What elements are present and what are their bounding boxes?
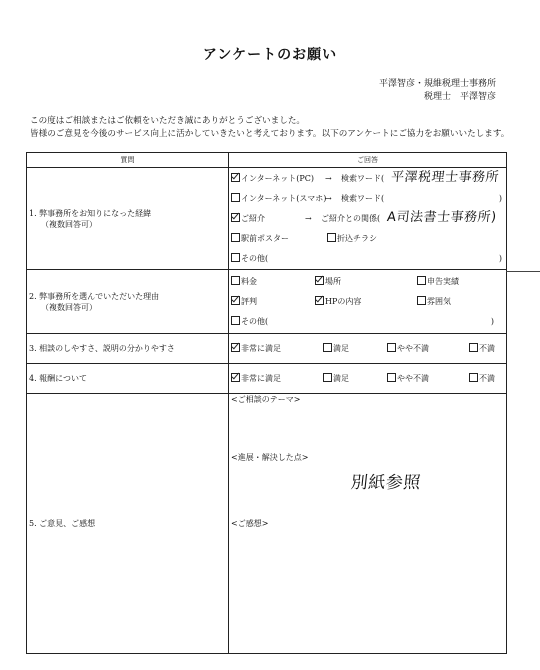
q1-smartphone-keyword-label: 検索ワード( bbox=[341, 193, 385, 203]
q5-theme-label: <ご相談のテーマ> bbox=[231, 395, 301, 404]
q2-other-checkbox[interactable] bbox=[231, 316, 240, 325]
q2-reputation-checkbox[interactable] bbox=[231, 296, 240, 305]
survey-table bbox=[26, 152, 507, 654]
q3-options bbox=[229, 339, 506, 359]
q1-referral-arrow: → bbox=[305, 213, 312, 223]
q2-label: 2. 弊事務所を選んでいただいた理由 bbox=[29, 291, 160, 301]
intro-text bbox=[30, 115, 509, 141]
q3-somewhat-dissatisfied-checkbox[interactable] bbox=[387, 343, 396, 352]
q4-options bbox=[229, 369, 506, 389]
q1-option-other bbox=[229, 249, 506, 269]
q2-price-checkbox[interactable] bbox=[231, 276, 240, 285]
q1-other-checkbox[interactable] bbox=[231, 253, 240, 262]
q2-answers bbox=[229, 270, 507, 334]
q4-satisfied-checkbox[interactable] bbox=[323, 373, 332, 382]
q1-option-pc bbox=[229, 169, 506, 189]
q2-row bbox=[27, 270, 507, 334]
q1-other-label: その他( bbox=[241, 253, 269, 263]
q1-label: 1. 弊事務所をお知りになった経緯 bbox=[29, 208, 152, 218]
intro-line-2: 皆様のご意見を今後のサービス向上に活かしていきたいと考えております。以下のアンケートにご協力をお願いいたします。 bbox=[30, 129, 510, 139]
q3-satisfied-label: 満足 bbox=[333, 343, 349, 353]
q1-smartphone-close-paren: ) bbox=[498, 193, 502, 203]
q5-progress-label: <進展・解決した点> bbox=[231, 453, 309, 462]
q1-option-smartphone bbox=[229, 189, 506, 209]
q2-website-label: HPの内容 bbox=[325, 296, 362, 306]
q4-answers bbox=[229, 364, 507, 394]
q2-options-row-2 bbox=[229, 292, 506, 312]
q1-poster-checkbox[interactable] bbox=[231, 233, 240, 242]
answer-header: ご回答 bbox=[229, 153, 507, 168]
q5-row bbox=[27, 394, 507, 654]
page-title: アンケートのお願い bbox=[202, 47, 338, 63]
q4-very-satisfied-label: 非常に満足 bbox=[241, 373, 281, 383]
q1-referral-checkbox[interactable] bbox=[231, 213, 240, 222]
q5-answer-area[interactable] bbox=[229, 394, 507, 654]
q2-other-close-paren: ) bbox=[490, 316, 494, 326]
q1-pc-keyword-handwritten: 平澤税理士事務所 bbox=[390, 169, 500, 185]
q5-answer-content bbox=[229, 394, 506, 652]
q4-row bbox=[27, 364, 507, 394]
intro-line-1: この度はご相談またはご依頼をいただき誠にありがとうございました。 bbox=[30, 116, 306, 126]
q5-impression-label: <ご感想> bbox=[231, 519, 269, 528]
scan-edge-line bbox=[506, 271, 540, 272]
q3-very-satisfied-label: 非常に満足 bbox=[241, 343, 281, 353]
q1-smartphone-label: インターネット(スマホ) bbox=[241, 193, 327, 203]
q3-row bbox=[27, 334, 507, 364]
q4-dissatisfied-checkbox[interactable] bbox=[469, 373, 478, 382]
q4-very-satisfied-checkbox[interactable] bbox=[231, 373, 240, 382]
office-name: 平澤智彦・規維税理士事務所 bbox=[378, 79, 496, 89]
q2-website-checkbox[interactable] bbox=[315, 296, 324, 305]
q1-pc-keyword-label: 検索ワード( bbox=[341, 173, 385, 183]
q1-pc-checkbox[interactable] bbox=[231, 173, 240, 182]
q2-record-label: 申告実績 bbox=[427, 276, 459, 286]
office-person: 税理士 平澤智彦 bbox=[423, 92, 496, 102]
q2-option-other bbox=[229, 312, 506, 332]
q1-pc-arrow: → bbox=[325, 173, 332, 183]
q2-location-checkbox[interactable] bbox=[315, 276, 324, 285]
q2-location-label: 場所 bbox=[325, 276, 341, 286]
q4-question: 4. 報酬について bbox=[27, 364, 229, 394]
q5-handwritten-note: 別紙参照 bbox=[349, 473, 422, 493]
q1-row bbox=[27, 168, 507, 270]
q1-referral-relation-handwritten: A司法書士事務所) bbox=[386, 209, 498, 225]
q1-answers bbox=[229, 168, 507, 270]
q1-option-ads bbox=[229, 229, 506, 249]
q2-reputation-label: 評判 bbox=[241, 296, 257, 306]
table-header-row bbox=[27, 153, 507, 168]
q3-question: 3. 相談のしやすさ、説明の分かりやすさ bbox=[27, 334, 229, 364]
q2-atmosphere-label: 雰囲気 bbox=[427, 296, 451, 306]
q1-flyer-checkbox[interactable] bbox=[327, 233, 336, 242]
q1-question bbox=[27, 168, 229, 270]
q2-price-label: 料金 bbox=[241, 276, 257, 286]
q4-somewhat-dissatisfied-checkbox[interactable] bbox=[387, 373, 396, 382]
q1-other-close-paren: ) bbox=[498, 253, 502, 263]
q1-option-referral bbox=[229, 209, 506, 229]
q2-question bbox=[27, 270, 229, 334]
q1-smartphone-checkbox[interactable] bbox=[231, 193, 240, 202]
q4-somewhat-dissatisfied-label: やや不満 bbox=[397, 373, 429, 383]
q3-dissatisfied-checkbox[interactable] bbox=[469, 343, 478, 352]
q3-answers bbox=[229, 334, 507, 364]
q2-options-row-1 bbox=[229, 272, 506, 292]
q1-referral-label: ご紹介 bbox=[241, 213, 265, 223]
q3-satisfied-checkbox[interactable] bbox=[323, 343, 332, 352]
q2-note: （複数回答可） bbox=[41, 302, 97, 312]
q1-pc-label: インターネット(PC) bbox=[241, 173, 315, 183]
office-info bbox=[379, 78, 496, 104]
q1-referral-relation-label: ご紹介との関係( bbox=[321, 213, 381, 223]
q4-dissatisfied-label: 不満 bbox=[479, 373, 495, 383]
q1-smartphone-arrow: → bbox=[325, 193, 332, 203]
q2-atmosphere-checkbox[interactable] bbox=[417, 296, 426, 305]
q3-somewhat-dissatisfied-label: やや不満 bbox=[397, 343, 429, 353]
q2-record-checkbox[interactable] bbox=[417, 276, 426, 285]
q5-question: 5. ご意見、ご感想 bbox=[27, 394, 229, 654]
q2-other-label: その他( bbox=[241, 316, 269, 326]
question-header: 質問 bbox=[27, 153, 229, 168]
q1-flyer-label: 折込チラシ bbox=[337, 233, 377, 243]
q1-note: （複数回答可） bbox=[41, 219, 97, 229]
q3-very-satisfied-checkbox[interactable] bbox=[231, 343, 240, 352]
q1-poster-label: 駅前ポスター bbox=[241, 233, 289, 243]
q3-dissatisfied-label: 不満 bbox=[479, 343, 495, 353]
q4-satisfied-label: 満足 bbox=[333, 373, 349, 383]
